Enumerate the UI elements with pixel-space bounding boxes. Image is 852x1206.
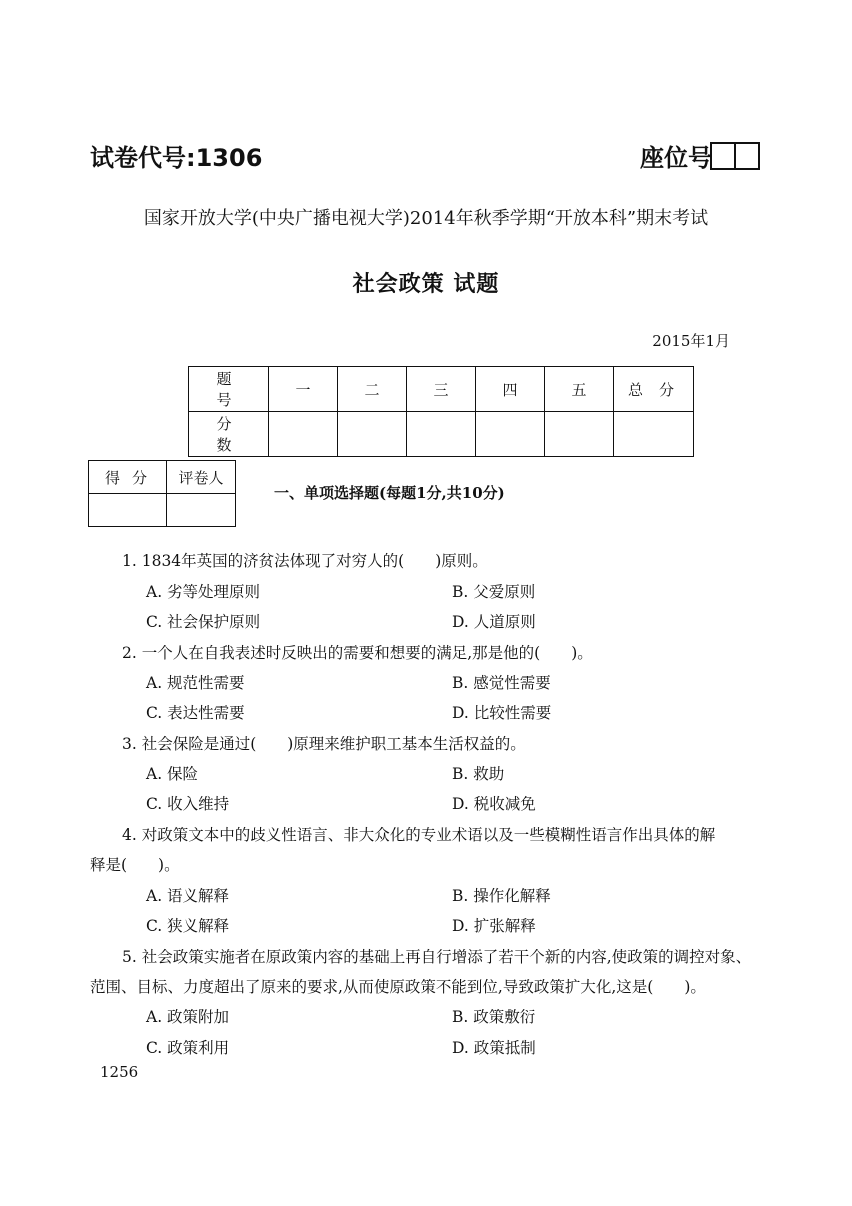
score-cell (614, 412, 694, 457)
question-5-stem-line-2: 范围、目标、力度超出了原来的要求,从而使原政策不能到位,导致政策扩大化,这是( )。 (90, 978, 706, 996)
total-label: 总分 (614, 367, 694, 412)
question-3-option-a: A. 保险 (146, 765, 199, 783)
score-cell (476, 412, 545, 457)
score-col-3: 三 (407, 367, 476, 412)
score-col-5: 五 (545, 367, 614, 412)
grader-label: 评卷人 (167, 461, 236, 494)
question-3-stem: 3. 社会保险是通过( )原理来维护职工基本生活权益的。 (122, 735, 526, 753)
question-4-stem-line-1: 4. 对政策文本中的歧义性语言、非大众化的专业术语以及一些模糊性语言作出具体的解 (122, 826, 716, 844)
question-3-option-c: C. 收入维持 (146, 795, 230, 813)
grader-table (88, 460, 236, 527)
question-1-option-b: B. 父爱原则 (452, 583, 536, 601)
score-cell (545, 412, 614, 457)
grader-score-cell (89, 494, 167, 527)
exam-date: 2015年1月 (652, 332, 730, 350)
question-2-option-a: A. 规范性需要 (146, 674, 245, 692)
score-cell (338, 412, 407, 457)
question-5-stem-line-1: 5. 社会政策实施者在原政策内容的基础上再自行增添了若干个新的内容,使政策的调控对象、 (122, 948, 752, 966)
question-3-option-b: B. 救助 (452, 765, 505, 783)
question-1-option-d: D. 人道原则 (452, 613, 536, 631)
university-line: 国家开放大学(中央广播电视大学)2014年秋季学期“开放本科”期末考试 (143, 208, 709, 229)
question-4-option-a: A. 语义解释 (146, 887, 230, 905)
question-1-option-c: C. 社会保护原则 (146, 613, 261, 631)
seat-label: 座位号 (640, 144, 712, 172)
question-number-label: 题号 (189, 367, 269, 412)
question-5-option-c: C. 政策利用 (146, 1039, 230, 1057)
score-table-header-row (189, 367, 694, 412)
score-table (188, 366, 694, 457)
question-1-stem: 1. 1834年英国的济贫法体现了对穷人的( )原则。 (122, 552, 488, 570)
score-row-label: 分数 (189, 412, 269, 457)
question-5-option-a: A. 政策附加 (146, 1008, 230, 1026)
question-2-option-b: B. 感觉性需要 (452, 674, 551, 692)
question-2-option-d: D. 比较性需要 (452, 704, 552, 722)
question-5-option-d: D. 政策抵制 (452, 1039, 536, 1057)
question-5-option-b: B. 政策敷衍 (452, 1008, 536, 1026)
grader-name-cell (167, 494, 236, 527)
seat-box-1 (710, 142, 736, 170)
score-cell (407, 412, 476, 457)
grader-score-label: 得分 (89, 461, 167, 494)
section-title: 一、单项选择题(每题1分,共10分) (274, 484, 505, 502)
score-table-value-row (189, 412, 694, 457)
question-1-option-a: A. 劣等处理原则 (146, 583, 261, 601)
score-col-2: 二 (338, 367, 407, 412)
question-4-option-d: D. 扩张解释 (452, 917, 536, 935)
paper-code: 试卷代号:1306 (90, 144, 263, 172)
score-col-1: 一 (269, 367, 338, 412)
page-number: 1256 (100, 1063, 139, 1081)
question-2-stem: 2. 一个人在自我表述时反映出的需要和想要的满足,那是他的( )。 (122, 644, 593, 662)
question-4-stem-line-2: 释是( )。 (90, 856, 180, 874)
question-4-option-c: C. 狭义解释 (146, 917, 230, 935)
question-3-option-d: D. 税收减免 (452, 795, 536, 813)
score-col-4: 四 (476, 367, 545, 412)
seat-number (640, 138, 760, 173)
question-2-option-c: C. 表达性需要 (146, 704, 245, 722)
seat-box-2 (734, 142, 760, 170)
question-4-option-b: B. 操作化解释 (452, 887, 551, 905)
exam-title: 社会政策 试题 (352, 272, 500, 297)
score-cell (269, 412, 338, 457)
